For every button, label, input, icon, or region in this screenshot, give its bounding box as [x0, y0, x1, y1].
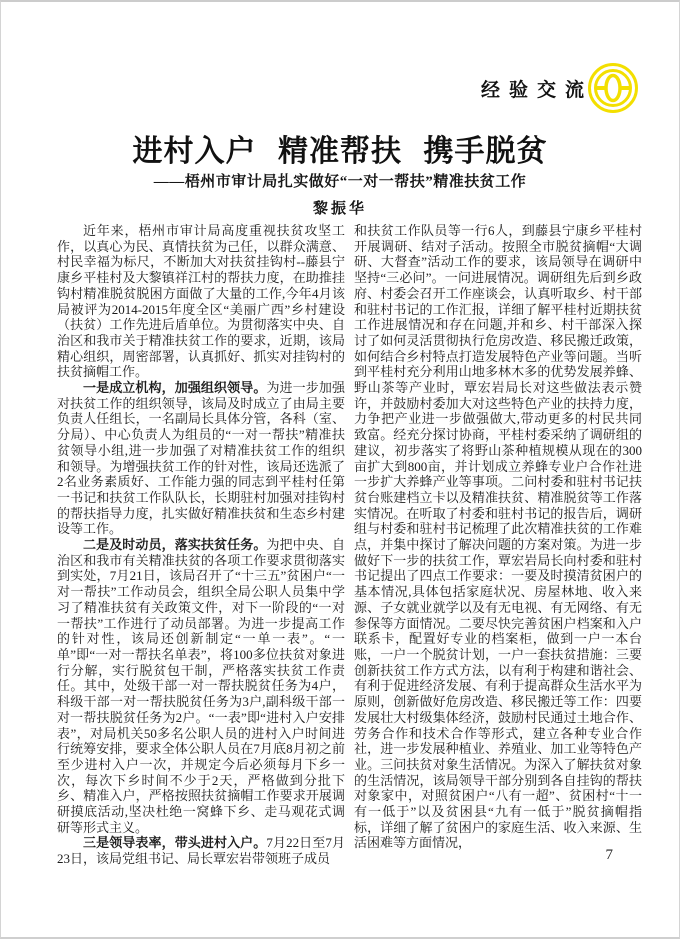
- article-subtitle: ——梧州市审计局扎实做好“一对一帮扶”精准扶贫工作: [153, 174, 527, 190]
- paragraph-point-3: [57, 835, 345, 866]
- section-label: 经验交流: [480, 79, 593, 101]
- article-body: [57, 223, 642, 867]
- section-header: [481, 62, 639, 114]
- paragraph-text: 近年来，梧州市审计局高度重视扶贫攻坚工作，以真心为民、真情扶贫为己任，以群众满意、村民幸福为标尺，不断加大对扶贫挂钩村--藤县宁康乡平桂村及大黎镇祥江村的帮扶力度，在助推挂钩村精准脱贫脱困方面做了大量的工作,今年4月该局被评为2014-2015年度全区“美丽广西”乡村建设（扶贫）工作先进后盾单位。为贯彻落实中央、自治区和我市关于精准扶贫工作的要求，近期，该局精心组织，周密部署，认真抓好、抓实对挂钩村的扶贫摘帽工作。: [57, 223, 345, 380]
- paragraph-lead: 一是成立机构，加强组织领导。: [83, 380, 267, 396]
- page-number: 7: [605, 847, 613, 863]
- paragraph-lead: 三是领导表率，带头进村入户。: [83, 835, 267, 851]
- trade-union-logo-icon: [587, 62, 639, 114]
- paragraph-intro: [57, 223, 345, 380]
- paragraph-text: 为进一步加强对扶贫工作的组织领导，该局及时成立了由局主要负责人任组长，一名副局长具体分管，各科（室、分局）、中心负责人为组员的“一对一帮扶”精准扶贫领导小组,进一步加强了对精准扶贫工作的组织和领导。为增强扶贫工作的针对性，该局还选派了2名业务素质好、工作能力强的同志到平桂村任第一书记和扶贫工作队队长，长期驻村加强对挂钩村的帮扶指导力度，扎实做好精准扶贫和生态乡村建设等工作。: [57, 380, 345, 537]
- paragraph-text: 和扶贫工作队员等一行6人，到藤县宁康乡平桂村开展调研、结对子活动。按照全市脱贫摘帽“大调研、大督查”活动工作的要求，该局领导在调研中坚持“三必问”。一问进展情况。调研组先后到乡政府、村委会召开工作座谈会，认真听取乡、村干部和驻村书记的工作汇报，详细了解平桂村近期扶贫工作进展情况和存在问题,并和乡、村干部深入探讨了如何灵活贯彻执行危房改造、移民搬迁政策，如何结合乡村特点打造发展特色产业等问题。当听到平桂村充分利用山地多林木多的优势发展养蜂、野山茶等产业时，覃宏岩局长对这些做法表示赞许，并鼓励村委加大对这些特色产业的扶持力度，力争把产业进一步做强做大,带动更多的村民共同致富。经充分探讨协商，平桂村委采纳了调研组的建议，初步落实了将野山茶种植规模从现在的300亩扩大到800亩，并计划成立养蜂专业户合作社进一步扩大养蜂产业等事项。二问村委和驻村书记扶贫台账建档立卡以及精准扶贫、精准脱贫等工作落实情况。在听取了村委和驻村书记的报告后，调研组与村委和驻村书记梳理了此次精准扶贫的工作难点，并集中探讨了解决问题的方案对策。为进一步做好下一步的扶贫工作，覃宏岩局长向村委和驻村书记提出了四点工作要求：一要及时摸清贫困户的基本情况,具体包括家庭状况、房屋林地、收入来源、子女就业就学以及有无电视、有无网络、有无参保等方面情况。二要尽快完善贫困户档案和入户联系卡，配置好专业的档案柜，做到一户一本台账，一户一个脱贫计划，一户一套扶贫措施：三要创新扶贫工作方式方法，以有利于构建和谐社会、有利于促进经济发展、有利于提高群众生活水平为原则，创新做好危房改造、移民搬迁等工作：四要发展壮大村级集体经济，鼓励村民通过土地合作、劳务合作和技术合作等形式，建立各种专业合作社，进一步发展种植业、养殖业、加工业等特色产业。三问扶贫对象生活情况。为深入了解扶贫对象的生活情况，该局领导干部分别到各自挂钩的帮扶对象家中，对照贫困户“八有一超”、贫困村“十一有一低于”以及贫困县“九有一低于”脱贫摘帽指标，详细了解了贫困户的家庭生活、收入来源、生活困难等方面情况，: [354, 223, 642, 851]
- paragraph-point-1: [57, 380, 345, 537]
- article-author: 黎振华: [312, 201, 367, 217]
- paragraph-text: 7月22日至7月23日，该局党组书记、局长覃宏岩带领班子成员: [57, 835, 345, 867]
- paragraph-text: 为把中央、自治区和我市有关精准扶贫的各项工作要求贯彻落实到实处，7月21日，该局召开了“十三五”贫困户“一对一帮扶”工作动员会，组织全局公职人员集中学习了精准扶贫有关政策文件，对下一阶段的“一对一帮扶”工作进行了动员部署。为进一步提高工作的针对性，该局还创新制定“一单一表”。“一单”即“一对一帮扶名单表”，将100多位扶贫对象进行分解，实行脱贫包干制，严格落实扶贫工作责任。其中，处级干部一对一帮扶脱贫任务为4户，科级干部一对一帮扶脱贫任务为3户,副科级干部一对一帮扶脱贫任务为2户。“一表”即“进村入户安排表”，对局机关50多名公职人员的进村入户时间进行统筹安排，要求全体公职人员在7月底8月初之前至少进村入户一次，并规定今后必须每月下乡一次，每次下乡时间不少于2天，严格做到分批下乡、精准入户，严格按照扶贫摘帽工作要求开展调研摸底活动,坚决杜绝一窝蜂下乡、走马观花式调研等形式主义。: [57, 537, 345, 835]
- logo-center-ellipse: [606, 76, 620, 101]
- paragraph-point-2: [57, 537, 345, 835]
- paragraph-continuation: [354, 223, 642, 851]
- article-title: 进村入户 精准帮扶 携手脱贫: [132, 135, 548, 168]
- right-column: [354, 223, 642, 867]
- left-column: [57, 223, 345, 867]
- paragraph-lead: 二是及时动员，落实扶贫任务。: [83, 537, 267, 553]
